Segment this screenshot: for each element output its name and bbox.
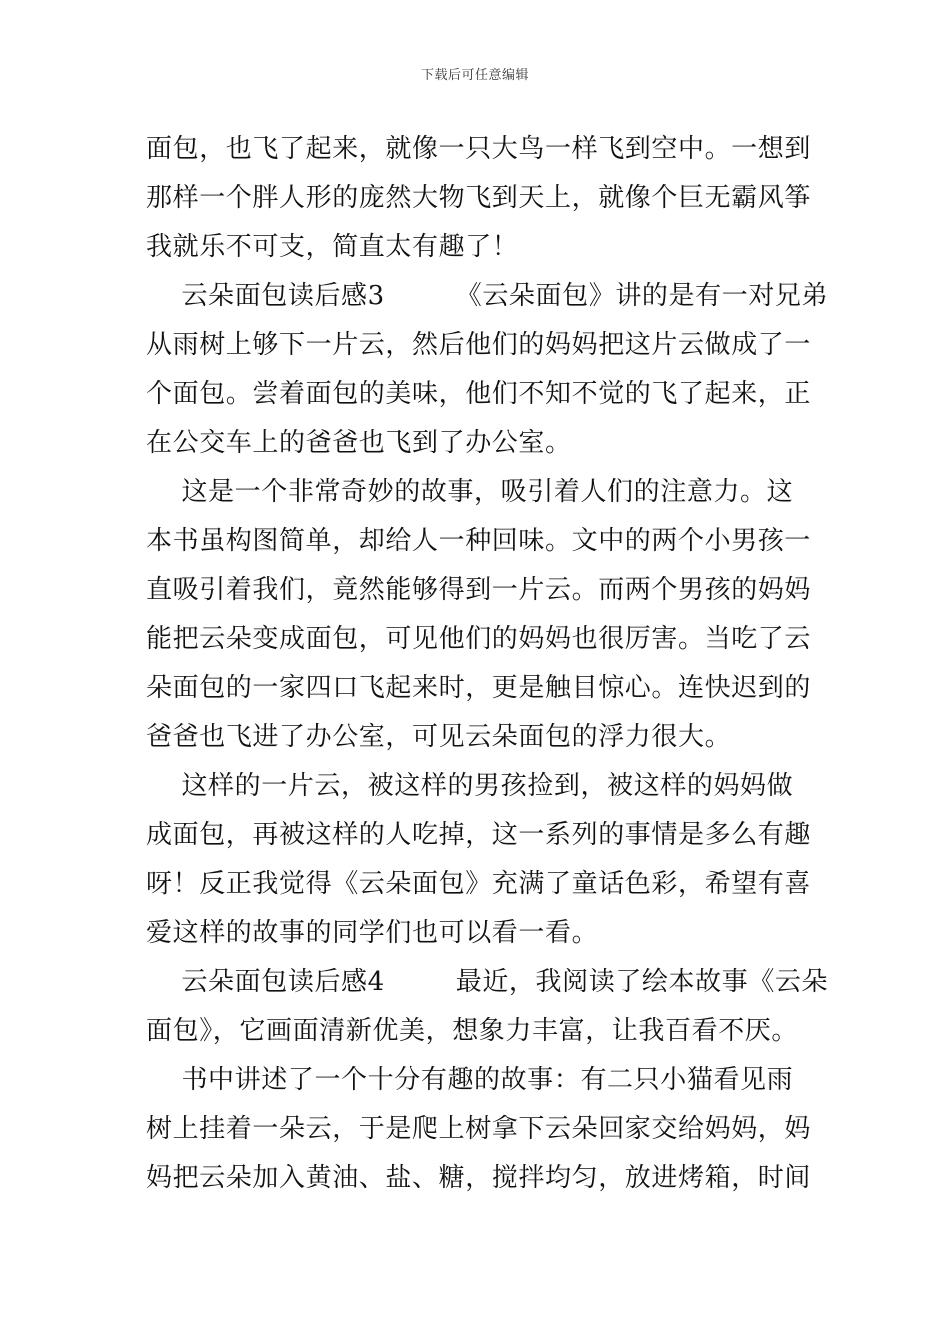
text-line: 妈把云朵加入黄油、盐、糖，搅拌均匀，放进烤箱，时间 [146,1163,812,1193]
text-line: 树上挂着一朵云，于是爬上树拿下云朵回家交给妈妈，妈 [146,1114,812,1144]
text-line: 云朵面包读后感3 《云朵面包》讲的是有一对兄弟 [146,281,829,311]
text-line: 能把云朵变成面包，可见他们的妈妈也很厉害。当吃了云 [146,624,812,654]
text-line: 这是一个非常奇妙的故事，吸引着人们的注意力。这 [146,477,794,507]
text-line: 书中讲述了一个十分有趣的故事：有二只小猫看见雨 [146,1065,794,1095]
text-line: 那样一个胖人形的庞然大物飞到天上，就像个巨无霸风筝 [146,183,812,213]
text-line: 云朵面包读后感4 最近，我阅读了绘本故事《云朵 [146,967,829,997]
text-line: 从雨树上够下一片云，然后他们的妈妈把这片云做成了一 [146,330,812,360]
text-line: 直吸引着我们，竟然能够得到一片云。而两个男孩的妈妈 [146,575,812,605]
text-line: 我就乐不可支，简直太有趣了！ [146,232,519,262]
text-line: 这样的一片云，被这样的男孩捡到，被这样的妈妈做 [146,771,794,801]
text-line: 爸爸也飞进了办公室，可见云朵面包的浮力很大。 [146,722,732,752]
document-body [146,125,829,1203]
text-line: 在公交车上的爸爸也飞到了办公室。 [146,428,572,458]
text-line: 面包》，它画面清新优美，想象力丰富，让我百看不厌。 [146,1016,799,1046]
text-line: 爱这样的故事的同学们也可以看一看。 [146,918,599,948]
text-line: 朵面包的一家四口飞起来时，更是触目惊心。连快迟到的 [146,673,812,703]
text-line: 成面包，再被这样的人吃掉，这一系列的事情是多么有趣 [146,820,812,850]
text-line: 个面包。尝着面包的美味，他们不知不觉的飞了起来，正 [146,379,812,409]
page-header: 下载后可任意编辑 [420,68,529,83]
text-line: 呀！反正我觉得《云朵面包》充满了童话色彩，希望有喜 [146,869,812,899]
text-line: 面包，也飞了起来，就像一只大鸟一样飞到空中。一想到 [146,134,812,164]
text-line: 本书虽构图简单，却给人一种回味。文中的两个小男孩一 [146,526,812,556]
